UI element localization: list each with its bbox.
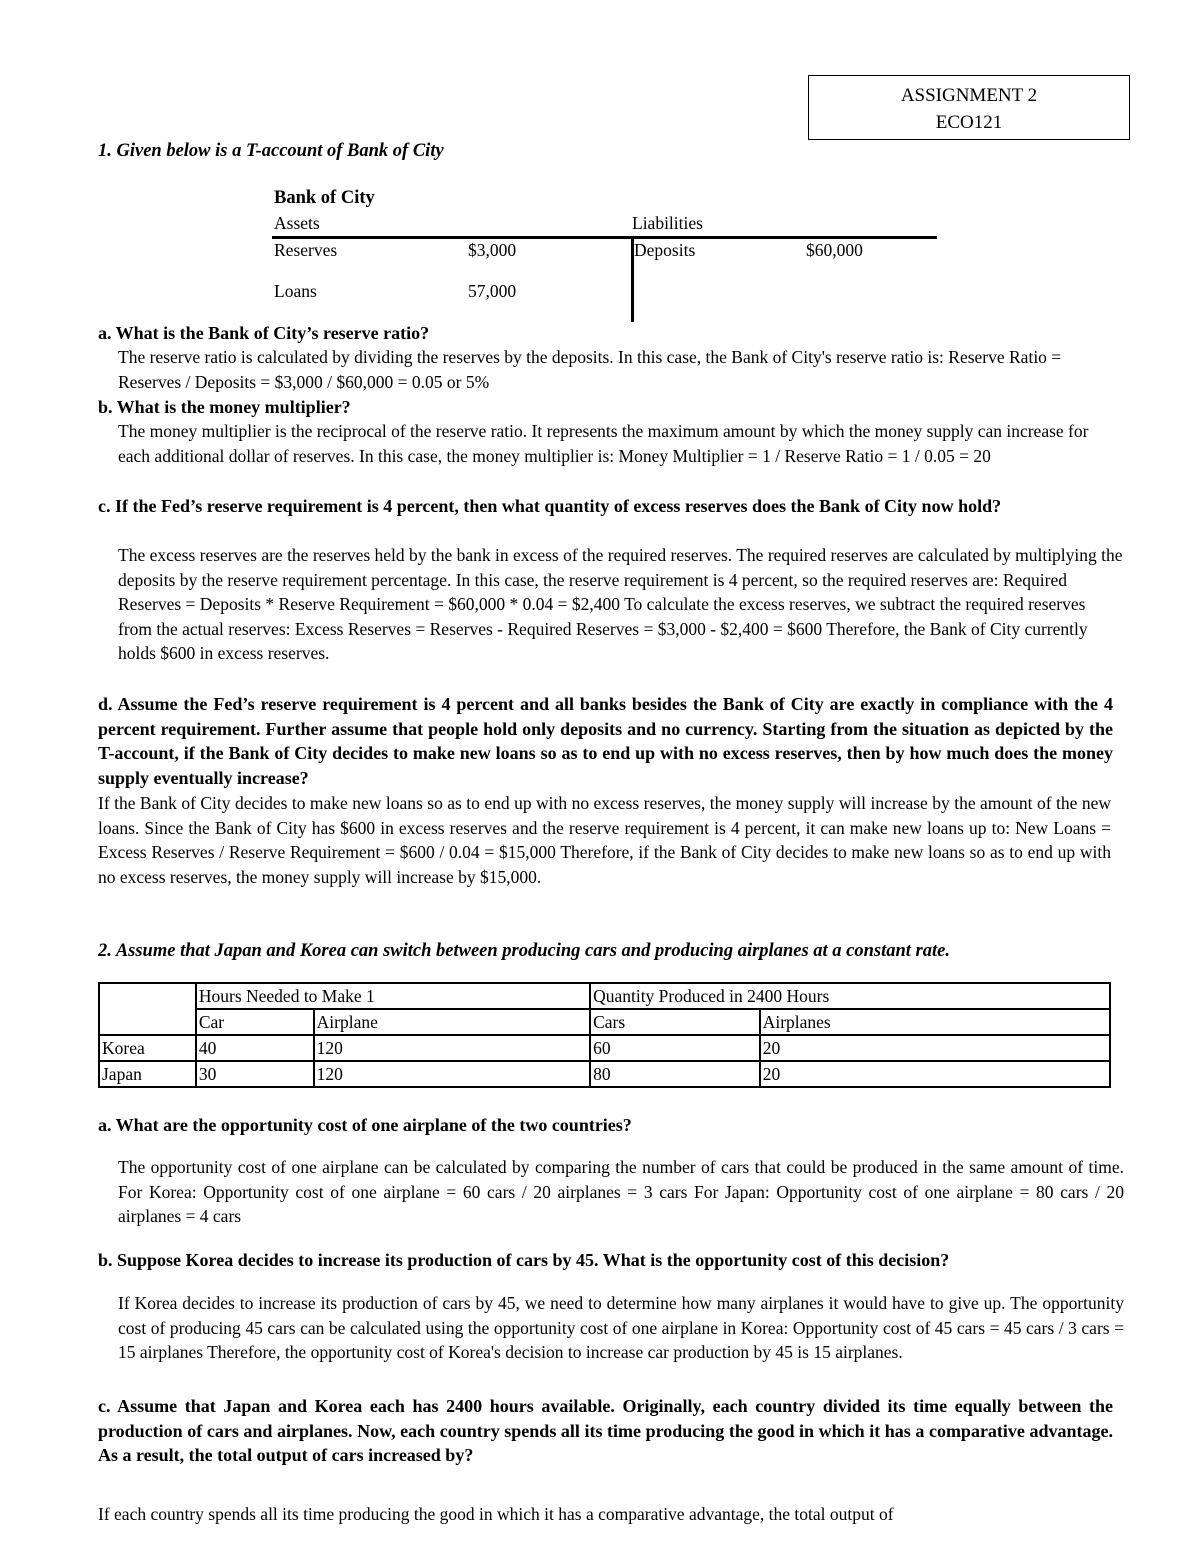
answer-1a: The reserve ratio is calculated by dividing the reserves by the deposits. In this case, the Bank of City's reserve ratio is: Reserve Ratio = Reserves / Deposits = $3,000 / $60,000 = 0.05 or 5% bbox=[118, 347, 1062, 392]
taccount-liability-deposits: Deposits bbox=[634, 240, 696, 260]
course-code: ECO121 bbox=[935, 112, 1003, 133]
question-1-heading: 1. Given below is a T-account of Bank of City bbox=[98, 141, 444, 161]
question-1b: b. What is the money multiplier? bbox=[98, 397, 351, 417]
answer-1d: If the Bank of City decides to make new loans so as to end up with no excess reserves, the money supply will increase by the amount of the new loans. Since the Bank of City has $600 in excess reserves and the reserve requirement is 4 percent, it can make new loans up to: New Loans = Excess Reserves / Reserve Requirement = $600 / 0.04 = $15,000 Therefore, if the Bank of City decides to make new loans so as to end up with no excess reserves, the money supply will increase by $15,000. bbox=[98, 793, 1111, 887]
taccount-asset-loans-value: 57,000 bbox=[468, 281, 517, 301]
table-row bbox=[99, 1035, 1110, 1061]
taccount-asset-loans: Loans bbox=[274, 281, 317, 301]
production-table bbox=[98, 982, 1111, 1088]
table-header-row bbox=[99, 983, 1110, 1009]
taccount-title: Bank of City bbox=[274, 188, 375, 208]
table-cell: 80 bbox=[590, 1061, 760, 1087]
taccount-asset-reserves: Reserves bbox=[274, 240, 338, 260]
assignment-title: ASSIGNMENT 2 bbox=[900, 85, 1038, 106]
subheader-cars: Cars bbox=[590, 1009, 760, 1035]
taccount-asset-reserves-value: $3,000 bbox=[468, 240, 517, 260]
table-subheader-row bbox=[99, 1009, 1110, 1035]
question-2c: c. Assume that Japan and Korea each has 2400 hours available. Originally, each country divided its time equally between the production of cars and airplanes. Now, each country spends all its time producing the good in which it has a comparative advantage. As a result, the total output of cars increased by? bbox=[98, 1396, 1113, 1465]
table-cell: 40 bbox=[196, 1035, 314, 1061]
table-cell: 30 bbox=[196, 1061, 314, 1087]
table-cell: 20 bbox=[760, 1035, 1110, 1061]
answer-1b: The money multiplier is the reciprocal of the reserve ratio. It represents the maximum amount by which the money supply can increase for each additional dollar of reserves. In this case, the money multiplier is: Money Multiplier = 1 / Reserve Ratio = 1 / 0.05 = 20 bbox=[118, 421, 1089, 466]
table-cell: 120 bbox=[314, 1061, 590, 1087]
table-cell: 120 bbox=[314, 1035, 590, 1061]
row-country: Japan bbox=[99, 1061, 196, 1087]
question-1a: a. What is the Bank of City’s reserve ratio? bbox=[98, 323, 430, 343]
question-1d: d. Assume the Fed’s reserve requirement is 4 percent and all banks besides the Bank of City are exactly in compliance with the 4 percent requirement. Further assume that people hold only deposits and no currency. Starting from the situation as depicted by the T-account, if the Bank of City decides to make new loans so as to end up with no excess reserves, then by how much does the money supply eventually increase? bbox=[98, 694, 1113, 788]
header-hours-needed: Hours Needed to Make 1 bbox=[196, 983, 590, 1009]
subheader-airplane: Airplane bbox=[314, 1009, 590, 1035]
question-2b: b. Suppose Korea decides to increase its production of cars by 45. What is the opportunity cost of this decision? bbox=[98, 1250, 950, 1270]
taccount-liability-deposits-value: $60,000 bbox=[806, 240, 863, 260]
answer-2b: If Korea decides to increase its production of cars by 45, we need to determine how many airplanes it would have to give up. The opportunity cost of producing 45 cars can be calculated using the opportunity cost of one airplane in Korea: Opportunity cost of 45 cars = 45 cars / 3 cars = 15 airplanes Therefore, the opportunity cost of Korea's decision to increase car production by 45 is 15 airplanes. bbox=[118, 1293, 1124, 1362]
answer-1c: The excess reserves are the reserves held by the bank in excess of the required reserves. The required reserves are calculated by multiplying the deposits by the reserve requirement percentage. In this case, the reserve requirement is 4 percent, so the required reserves are: Required Reserves = Deposits * Reserve Requirement = $60,000 * 0.04 = $2,400 To calculate the excess reserves, we subtract the required reserves from the actual reserves: Excess Reserves = Reserves - Required Reserves = $3,000 - $2,400 = $600 Therefore, the Bank of City currently holds $600 in excess reserves. bbox=[118, 545, 1123, 663]
subheader-car: Car bbox=[196, 1009, 314, 1035]
answer-2c: If each country spends all its time producing the good in which it has a comparative advantage, the total output of bbox=[98, 1504, 894, 1524]
header-quantity-produced: Quantity Produced in 2400 Hours bbox=[590, 983, 1110, 1009]
table-cell: 60 bbox=[590, 1035, 760, 1061]
table-cell: 20 bbox=[760, 1061, 1110, 1087]
subheader-airplanes: Airplanes bbox=[760, 1009, 1110, 1035]
row-country: Korea bbox=[99, 1035, 196, 1061]
answer-2a: The opportunity cost of one airplane can be calculated by comparing the number of cars that could be produced in the same amount of time. For Korea: Opportunity cost of one airplane = 60 cars / 20 airplanes = 3 cars For Japan: Opportunity cost of one airplane = 80 cars / 20 airplanes = 4 cars bbox=[118, 1157, 1124, 1226]
table-row bbox=[99, 1061, 1110, 1087]
taccount-assets-label: Assets bbox=[274, 213, 320, 233]
taccount-horizontal-rule bbox=[272, 236, 937, 239]
question-2a: a. What are the opportunity cost of one airplane of the two countries? bbox=[98, 1115, 632, 1135]
question-1c: c. If the Fed’s reserve requirement is 4 percent, then what quantity of excess reserves does the Bank of City now hold? bbox=[98, 496, 1002, 516]
taccount-liabilities-label: Liabilities bbox=[632, 213, 703, 233]
assignment-header-box bbox=[808, 75, 1130, 140]
question-2-heading: 2. Assume that Japan and Korea can switch between producing cars and producing airplanes at a constant rate. bbox=[98, 941, 950, 961]
table-corner-cell bbox=[99, 983, 196, 1035]
